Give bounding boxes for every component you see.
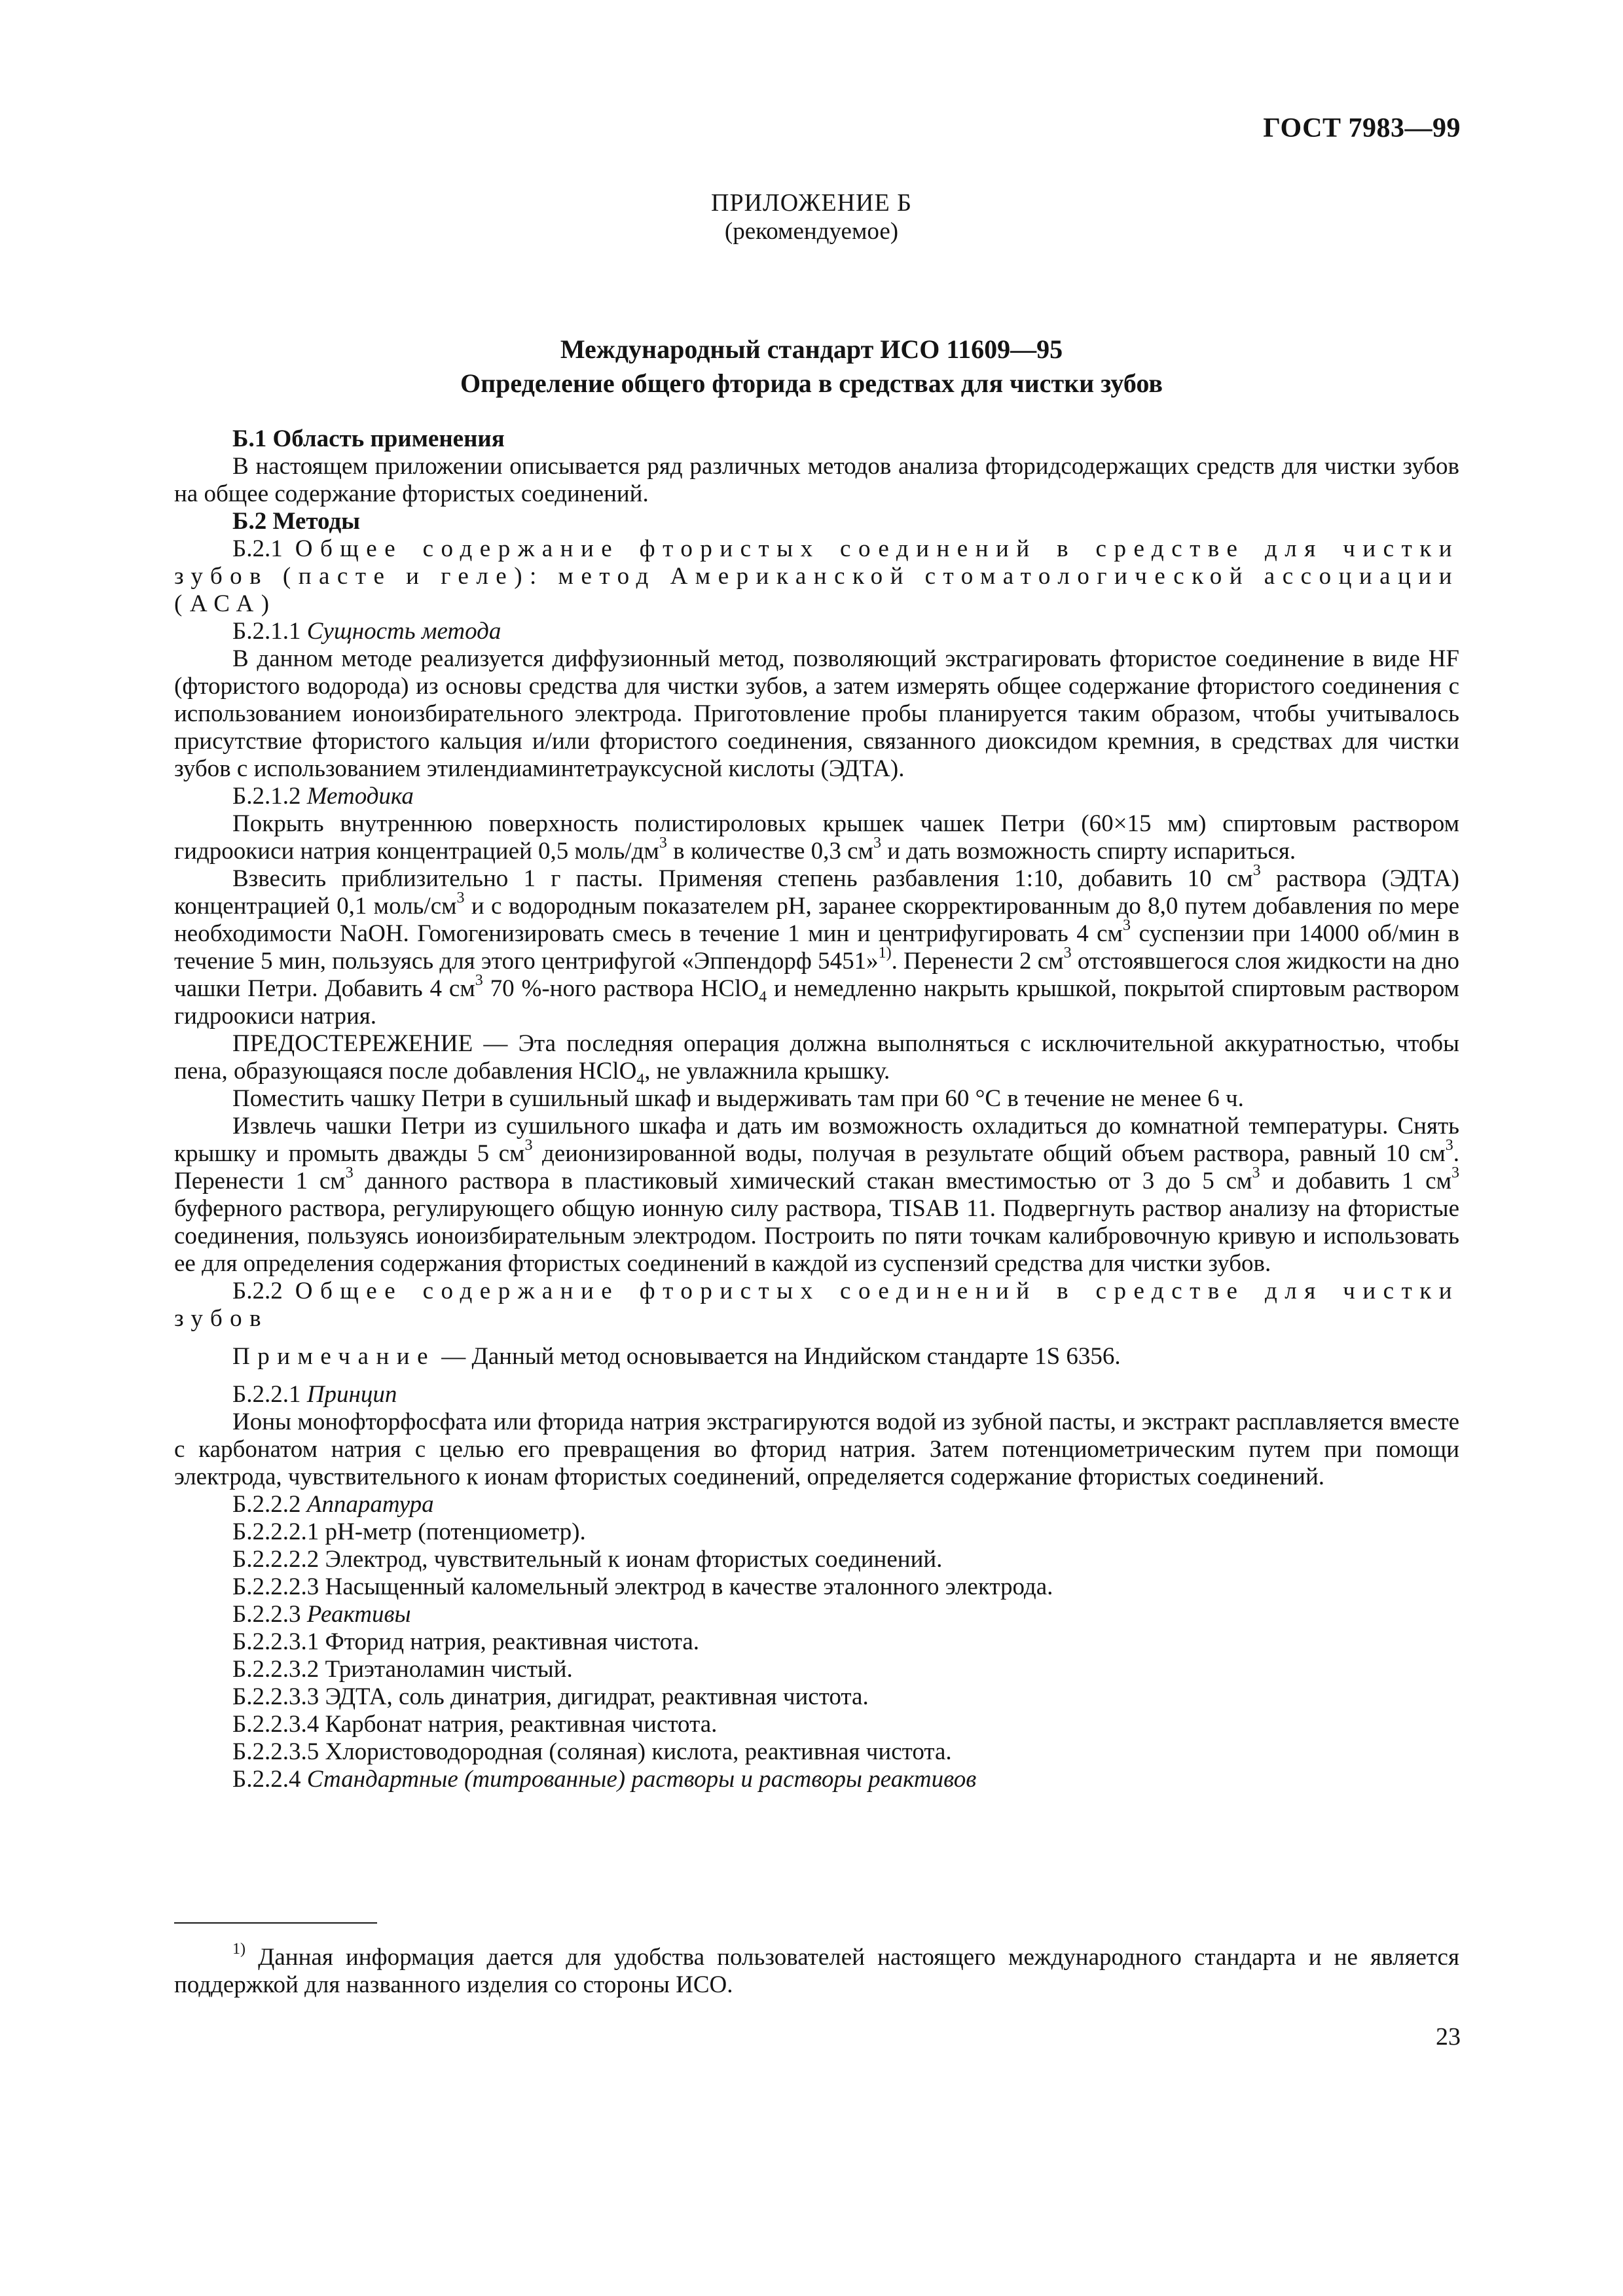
body-text [174, 425, 1459, 1793]
paragraph-warning: ПРЕДОСТЕРЕЖЕНИЕ — Эта последняя операция должна выполняться с исключительной аккуратностью, чтобы пена, образующаяся после добавления HClO$_4$, не увлажнила крышку. [174, 1030, 1459, 1088]
list-item-apparatus-3: Б.2.2.2.3 Насыщенный каломельный электрод в качестве эталонного электрода. [232, 1573, 1053, 1600]
document-code: ГОСТ 7983—99 [1263, 113, 1461, 143]
list-item-reagent-1: Б.2.2.3.1 Фторид натрия, реактивная чистота. [232, 1628, 700, 1655]
subsection-heading-b211: Б.2.1.1 Сущность метода [232, 618, 501, 645]
list-item-apparatus-1: Б.2.2.2.1 pH-метр (потенциометр). [232, 1518, 586, 1545]
section-heading-b1: Б.1 Область применения [232, 425, 505, 452]
footnote-marker: 1) [232, 1940, 246, 1958]
list-item-reagent-4: Б.2.2.3.4 Карбонат натрия, реактивная чистота. [232, 1711, 718, 1738]
paragraph-drying: Поместить чашку Петри в сушильный шкаф и выдерживать там при 60 °С в течение не менее 6 ч. [232, 1085, 1244, 1112]
subsection-heading-b21: Б.2.1 Общее содержание фтористых соединений в средстве для чистки зубов (пасте и геле): метод Американской стоматологической ассоциации (АСА) [174, 535, 1460, 617]
appendix-subtitle: (рекомендуемое) [724, 218, 899, 245]
section-heading-b2: Б.2 Методы [232, 508, 361, 535]
subsection-heading-b224: Б.2.2.4 Стандартные (титрованные) растворы и растворы реактивов [232, 1766, 977, 1793]
list-item-reagent-5: Б.2.2.3.5 Хлористоводородная (соляная) кислота, реактивная чистота. [232, 1738, 952, 1765]
standard-title: Международный стандарт ИСО 11609—95 [560, 334, 1063, 364]
subsection-heading-b22: Б.2.2 Общее содержание фтористых соединений в средстве для чистки зубов [174, 1278, 1460, 1332]
page-number: 23 [1436, 2023, 1461, 2051]
note: Примечание — Данный метод основывается на Индийском стандарте 1S 6356. [232, 1343, 1121, 1370]
list-item-reagent-2: Б.2.2.3.2 Триэтаноламин чистый. [232, 1656, 573, 1683]
subsection-heading-b223: Б.2.2.3 Реактивы [232, 1601, 411, 1628]
subsection-heading-b212: Б.2.1.2 Методика [232, 783, 414, 810]
list-item-reagent-3: Б.2.2.3.3 ЭДТА, соль динатрия, дигидрат, реактивная чистота. [232, 1683, 869, 1710]
paragraph-method-essence: В данном методе реализуется диффузионный метод, позволяющий экстрагировать фтористое соединение в виде HF (фтористого водорода) из основы средства для чистки зубов, а затем измерять общее содержание фтористого соединения с использованием ионоизбирательного электрода. Приготовление пробы планируется таким образом, чтобы учитывалось присутствие фтористого кальция и/или фтористого соединения, связанного диоксидом кремния, в средствах для чистки зубов с использованием этилендиаминтетрауксусной кислоты (ЭДТА). [174, 645, 1459, 782]
paragraph-scope: В настоящем приложении описывается ряд различных методов анализа фторидсодержащих средств для чистки зубов на общее содержание фтористых соединений. [174, 453, 1459, 507]
appendix-title: ПРИЛОЖЕНИЕ Б [711, 189, 912, 217]
paragraph-procedure-2: Взвесить приблизительно 1 г пасты. Применяя степень разбавления 1:10, добавить 10 $см^3$ раствора (ЭДТА) концентрацией 0,1 моль/$см^3$ и с водородным показателем pH, заранее скорректированным до 8,0 путем добавления по мере необходимости NaOH. Гомогенизировать смесь в течение 1 мин и центрифугировать 4 $см^3$ суспензии при 14000 об/мин в течение 5 мин, пользуясь для этого центрифугой «Эппендорф 5451»$^{1)}$. Перенести 2 $см^3$ отстоявшегося слоя жидкости на дно чашки Петри. Добавить 4 $см^3$ 70 %-ного раствора HClO$_4$ и немедленно накрыть крышкой, покрытой спиртовым раствором гидроокиси натрия. [174, 861, 1460, 1030]
footnote-divider [174, 1922, 377, 1924]
footnote-text: Данная информация дается для удобства пользователей настоящего международного стандарта и не является поддержкой для названного изделия со стороны ИСО. [174, 1944, 1459, 1998]
subsection-heading-b221: Б.2.2.1 Принцип [232, 1381, 397, 1408]
paragraph-principle: Ионы монофторфосфата или фторида натрия экстрагируются водой из зубной пасты, и экстракт расплавляется вместе с карбонатом натрия с целью его превращения во фторид натрия. Затем потенциометрическим путем при помощи электрода, чувствительного к ионам фтористых соединений, определяется содержание фтористых соединений. [174, 1408, 1459, 1490]
standard-subtitle: Определение общего фторида в средствах для чистки зубов [460, 368, 1163, 398]
footnote [174, 1940, 1459, 1999]
subsection-heading-b222: Б.2.2.2 Аппаратура [232, 1491, 434, 1518]
paragraph-procedure-1: Покрыть внутреннюю поверхность полистироловых крышек чашек Петри (60×15 мм) спиртовым раствором гидроокиси натрия концентрацией 0,5 моль/$дм^3$ в количестве 0,3 $см^3$ и дать возможность спирту испариться. [174, 810, 1459, 865]
list-item-apparatus-2: Б.2.2.2.2 Электрод, чувствительный к ионам фтористых соединений. [232, 1546, 943, 1573]
paragraph-analysis: Извлечь чашки Петри из сушильного шкафа и дать им возможность охладиться до комнатной температуры. Снять крышку и промыть дважды 5 $см^3$ деионизированной воды, получая в результате общий объем раствора, равный 10 $см^3$. Перенести 1 $см^3$ данного раствора в пластиковый химический стакан вместимостью от 3 до 5 $см^3$ и добавить 1 $см^3$ буферного раствора, регулирующего общую ионную силу раствора, TISAB 11. Подвергнуть раствор анализу на фтористые соединения, пользуясь ионоизбирательным электродом. Построить по пяти точкам калибровочную кривую и использовать ее для определения содержания фтористых соединений в каждой из суспензий средства для чистки зубов. [174, 1113, 1459, 1277]
